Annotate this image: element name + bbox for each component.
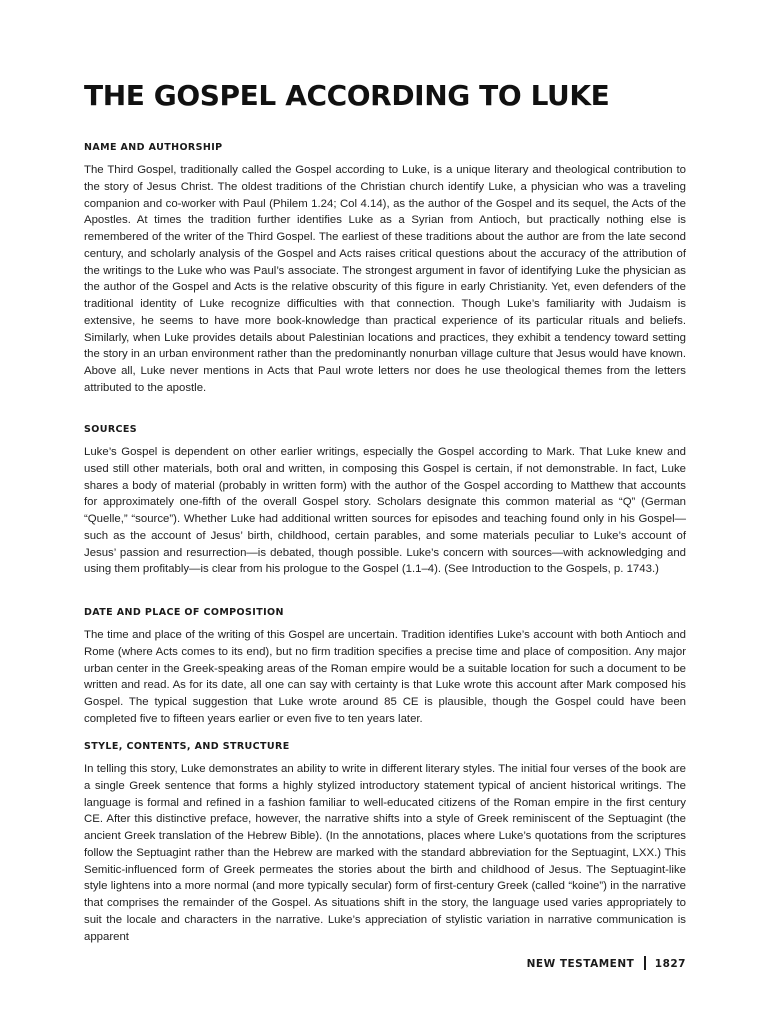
page-title: THE GOSPEL ACCORDING TO LUKE <box>84 79 610 112</box>
footer-page-number: 1827 <box>654 958 686 970</box>
section-paragraph: Luke’s Gospel is dependent on other earlier writings, especially the Gospel according to Mark. That Luke knew and used still other materials, both oral and written, in composing this Gospel is certain, if not demonstrable. In fact, Luke shares a body of material (probably in written form) with the author of the Gospel according to Matthew that accounts for approximately one-fifth of the overall Gospel story. Scholars designate this common material as “Q” (German “Quelle,” “source”). Whether Luke had additional written sources for episodes and teaching found only in his Gospel—such as the account of Jesus’ birth, childhood, certain parables, and some materials peculiar to Luke’s account of Jesus’ passion and resurrection—is debated, though possible. Luke’s concern with sources—with acknowledging and using them profitably—is clear from his prologue to the Gospel (1.1–4). (See Introduction to the Gospels, p. 1743.) <box>84 446 686 576</box>
section-heading: DATE AND PLACE OF COMPOSITION <box>84 607 284 618</box>
section-paragraph: The time and place of the writing of this Gospel are uncertain. Tradition identifies Luke’s account with both Antioch and Rome (where Acts comes to its end), but no firm tradition specifies a precise time and place of composition. Any major urban center in the Greek-speaking areas of the Roman empire would be a suitable location for such a document to be written and read. As for its date, all one can say with certainty is that Luke wrote this account after Mark composed his Gospel. The typical suggestion that Luke wrote around 85 CE is plausible, though the Gospel could have been completed five to fifteen years earlier or even five to ten years later. <box>84 629 686 725</box>
section-style-contents-structure <box>84 740 686 945</box>
section-heading: STYLE, CONTENTS, AND STRUCTURE <box>84 741 290 752</box>
footer-section-label: NEW TESTAMENT <box>526 958 635 970</box>
section-heading: NAME AND AUTHORSHIP <box>84 142 223 153</box>
section-name-and-authorship <box>84 141 686 397</box>
section-paragraph: In telling this story, Luke demonstrates an ability to write in different literary styles. The initial four verses of the book are a single Greek sentence that forms a highly stylized introductory statement typical of ancient historical writings. The language is formal and refined in a fashion familiar to well-educated citizens of the Roman empire in the first century CE. After this distinctive preface, however, the narrative shifts into a style of Greek reminiscent of the Septuagint (the ancient Greek translation of the Hebrew Bible). (In the annotations, places where Luke’s quotations from the scriptures follow the Septuagint rather than the Hebrew are marked with the standard abbreviation for the Septuagint, LXX.) This Semitic-influenced form of Greek permeates the stories about the birth and childhood of Jesus. The Septuagint-like style lightens into a more normal (and more typically secular) form of first-century Greek (called “koine”) in the narrative that comprises the remainder of the Gospel. As situations shift in the story, the language used varies appropriately to suit the locale and characters in the narrative. Luke’s appreciation of stylistic variation in narrative communication is apparent <box>84 763 686 943</box>
footer-divider <box>644 956 646 970</box>
section-sources <box>84 423 686 578</box>
section-heading: SOURCES <box>84 424 138 435</box>
section-date-and-place <box>84 606 686 728</box>
page-footer <box>527 956 686 972</box>
section-paragraph: The Third Gospel, traditionally called the Gospel according to Luke, is a unique literary and theological contribution to the story of Jesus Christ. The oldest traditions of the Christian church identify Luke, a physician who was a traveling companion and co-worker with Paul (Philem 1.24; Col 4.14), as the author of the Gospel and its sequel, the Acts of the Apostles. At times the tradition further identifies Luke as a Syrian from Antioch, but practically nothing else is remembered of the writer of the Third Gospel. The earliest of these traditions about the author are from the late second century, and scholarly analysis of the Gospel and Acts raises critical questions about the accuracy of the attribution of the writings to the Luke who was Paul’s associate. The strongest argument in favor of identifying Luke the physician as the author of the Gospel and Acts is the relative obscurity of this figure in early Christianity. Yet, even defenders of the traditional identity of Luke recognize difficulties with that connection. Though Luke’s familiarity with Judaism is extensive, he seems to have more book-knowledge than practical experience of its particular rituals and beliefs. Similarly, when Luke provides details about Palestinian locations and practices, they exhibit a tendency toward setting the story in an urban environment rather than the predominantly nonurban village culture that Jesus would have known. Above all, Luke never mentions in Acts that Paul wrote letters nor does he use theological themes from the letters attributed to the apostle. <box>84 164 686 394</box>
